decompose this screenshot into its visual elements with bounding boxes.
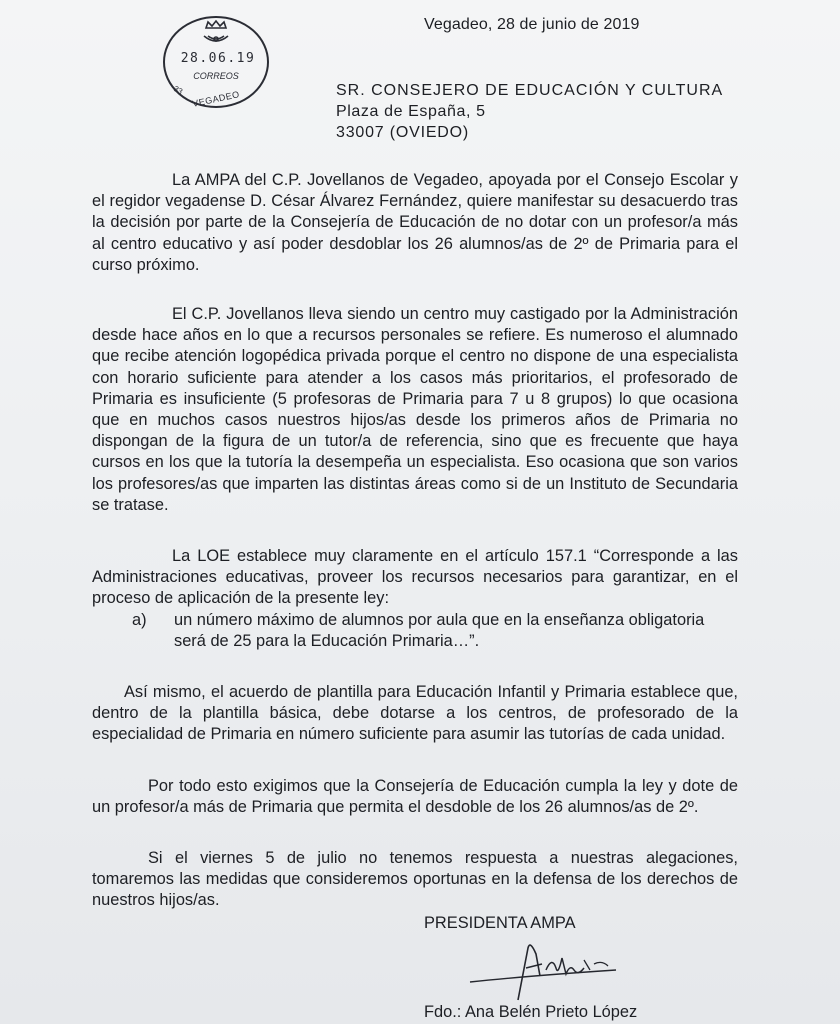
postmark-stamp (160, 14, 272, 110)
addressee-street: Plaza de España, 5 (336, 103, 486, 120)
addressee-title: SR. CONSEJERO DE EDUCACIÓN Y CULTURA (336, 82, 724, 99)
stamp-date: 28.06.19 (180, 51, 256, 66)
postmark-stamp-graphic (160, 14, 272, 110)
addressee-city: 33007 (OVIEDO) (336, 124, 470, 141)
signature-name: Fdo.: Ana Belén Prieto López (424, 1003, 638, 1021)
paragraph-context: El C.P. Jovellanos lleva siendo un centro muy castigado por la Administración desde hace años en lo que a recursos personales se refiere. Es numeroso el alumnado que recibe atención logopédica privada porque el centro no dispone de una especialista con horario suficiente para atender a los casos más prioritarios, el profesorado de Primaria es insuficiente (5 profesoras de Primaria para 7 u 8 grupos) lo que ocasiona que en muchos casos nuestros hijos/as desde los primeros años de Primaria no dispongan de la figura de un tutor/a de referencia, sino que es frecuente que haya cursos en los que la tutoría la desempeña un especialista. Eso ocasiona que son varios los profesores/as que imparten las distintas áreas como si de un Instituto de Secundaria se tratase. (92, 305, 738, 514)
signature-title: PRESIDENTA AMPA (424, 914, 576, 932)
paragraph-law: La LOE establece muy claramente en el artículo 157.1 “Corresponde a las Administraciones educativas, proveer los recursos necesarios para garantizar, en el proceso de aplicación de la presente ley: (92, 547, 738, 608)
addressee-block (336, 80, 723, 143)
law-list-item (92, 610, 738, 652)
paragraph-demand: Por todo esto exigimos que la Consejería de Educación cumpla la ley y dote de un profesor/a más de Primaria que permita el desdoble de los 26 alumnos/as de 2º. (92, 776, 738, 816)
list-marker: a) (132, 610, 147, 629)
letter-body (92, 170, 738, 912)
letter-date: Vegadeo, 28 de junio de 2019 (424, 16, 640, 33)
list-item-text: un número máximo de alumnos por aula que en la enseñanza obligatoria será de 25 para la Educación Primaria…”. (174, 610, 705, 650)
paragraph-staffing: Así mismo, el acuerdo de plantilla para Educación Infantil y Primaria establece que, dentro de la plantilla básica, debe dotarse a los centros, de profesorado de la especialidad de Primaria en número suficiente para asumir las tutorías de cada unidad. (92, 683, 738, 744)
stamp-town: VEGADEO (191, 89, 241, 109)
handwritten-signature (466, 930, 626, 1002)
crown-horn-icon (204, 21, 228, 41)
stamp-postal-code: 33 (172, 84, 185, 97)
paragraph-warning: Si el viernes 5 de julio no tenemos respuesta a nuestras alegaciones, tomaremos las medidas que consideremos oportunas en la defensa de los derechos de nuestros hijos/as. (92, 849, 738, 910)
signature-scribble (466, 930, 626, 1002)
stamp-office: CORREOS (193, 71, 239, 81)
paragraph-intro: La AMPA del C.P. Jovellanos de Vegadeo, apoyada por el Consejo Escolar y el regidor vegadense D. César Álvarez Fernández, quiere manifestar su desacuerdo tras la decisión por parte de la Consejería de Educación de no dotar con un profesor/a más al centro educativo y así poder desdoblar los 26 alumnos/as de 2º de Primaria para el curso próximo. (92, 171, 738, 274)
